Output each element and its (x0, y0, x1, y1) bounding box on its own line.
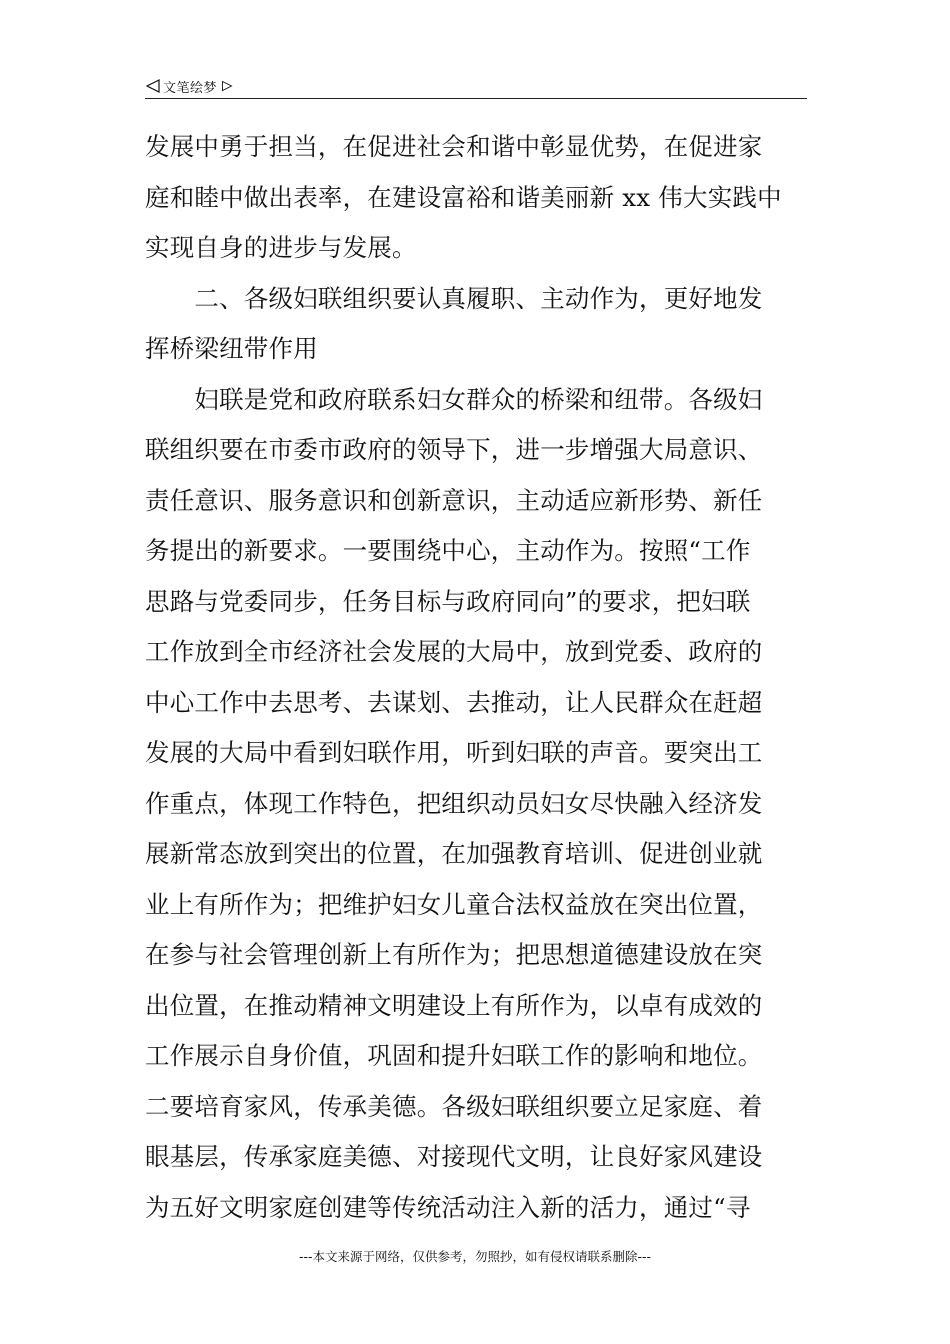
body-text-line: 二、各级妇联组织要认真履职、主动作为，更好地发 (145, 283, 763, 313)
body-text-line: 实现自身的进步与发展。 (145, 233, 417, 262)
body-text-line: 二要培育家风，传承美德。各级妇联组织要立足家庭、着 (145, 1091, 763, 1121)
body-text-line: 在参与社会管理创新上有所作为；把思想道德建设放在突 (145, 940, 763, 969)
body-text-line: 业上有所作为；把维护妇女儿童合法权益放在突出位置， (145, 889, 763, 919)
triangle-left-outline-icon (145, 78, 161, 94)
body-text-line: 庭和睦中做出表率，在建设富裕和谐美丽新 xx 伟大实践中 (145, 182, 782, 212)
body-text-line: 中心工作中去思考、去谋划、去推动，让人民群众在赶超 (145, 687, 763, 717)
body-text-line: 挥桥梁纽带作用 (145, 334, 318, 363)
header-divider (145, 98, 807, 99)
body-text-line: 为五好文明家庭创建等传统活动注入新的活力，通过“寻 (145, 1192, 751, 1222)
body-text-line: 务提出的新要求。一要围绕中心，主动作为。按照“工作 (145, 536, 751, 565)
document-body (145, 122, 807, 1233)
footer-disclaimer: ---本文来源于网络，仅供参考，勿照抄，如有侵权请联系删除--- (298, 1249, 652, 1264)
body-text-line: 发展中勇于担当，在促进社会和谐中彰显优势，在促进家 (145, 132, 763, 161)
body-text-line: 工作展示自身价值，巩固和提升妇联工作的影响和地位。 (145, 1041, 763, 1070)
body-text-line: 眼基层，传承家庭美德、对接现代文明，让良好家风建设 (145, 1142, 763, 1171)
body-text-line: 联组织要在市委市政府的领导下，进一步增强大局意识、 (145, 435, 763, 464)
body-text-line: 思路与党委同步，任务目标与政府同向”的要求，把妇联 (145, 586, 751, 616)
page-header (145, 74, 807, 98)
triangle-right-outline-icon (221, 80, 233, 92)
body-text-line: 发展的大局中看到妇联作用，听到妇联的声音。要突出工 (145, 738, 763, 767)
body-text-line: 出位置，在推动精神文明建设上有所作为，以卓有成效的 (145, 990, 763, 1020)
body-text-line: 工作放到全市经济社会发展的大局中，放到党委、政府的 (145, 637, 763, 666)
body-text-line: 责任意识、服务意识和创新意识，主动适应新形势、新任 (145, 485, 763, 515)
brand-name: 文笔绘梦 (163, 80, 218, 96)
body-text-line: 妇联是党和政府联系妇女群众的桥梁和纽带。各级妇 (145, 384, 763, 414)
body-text-line: 作重点，体现工作特色，把组织动员妇女尽快融入经济发 (145, 788, 763, 818)
body-text-line: 展新常态放到突出的位置，在加强教育培训、促进创业就 (145, 839, 763, 868)
